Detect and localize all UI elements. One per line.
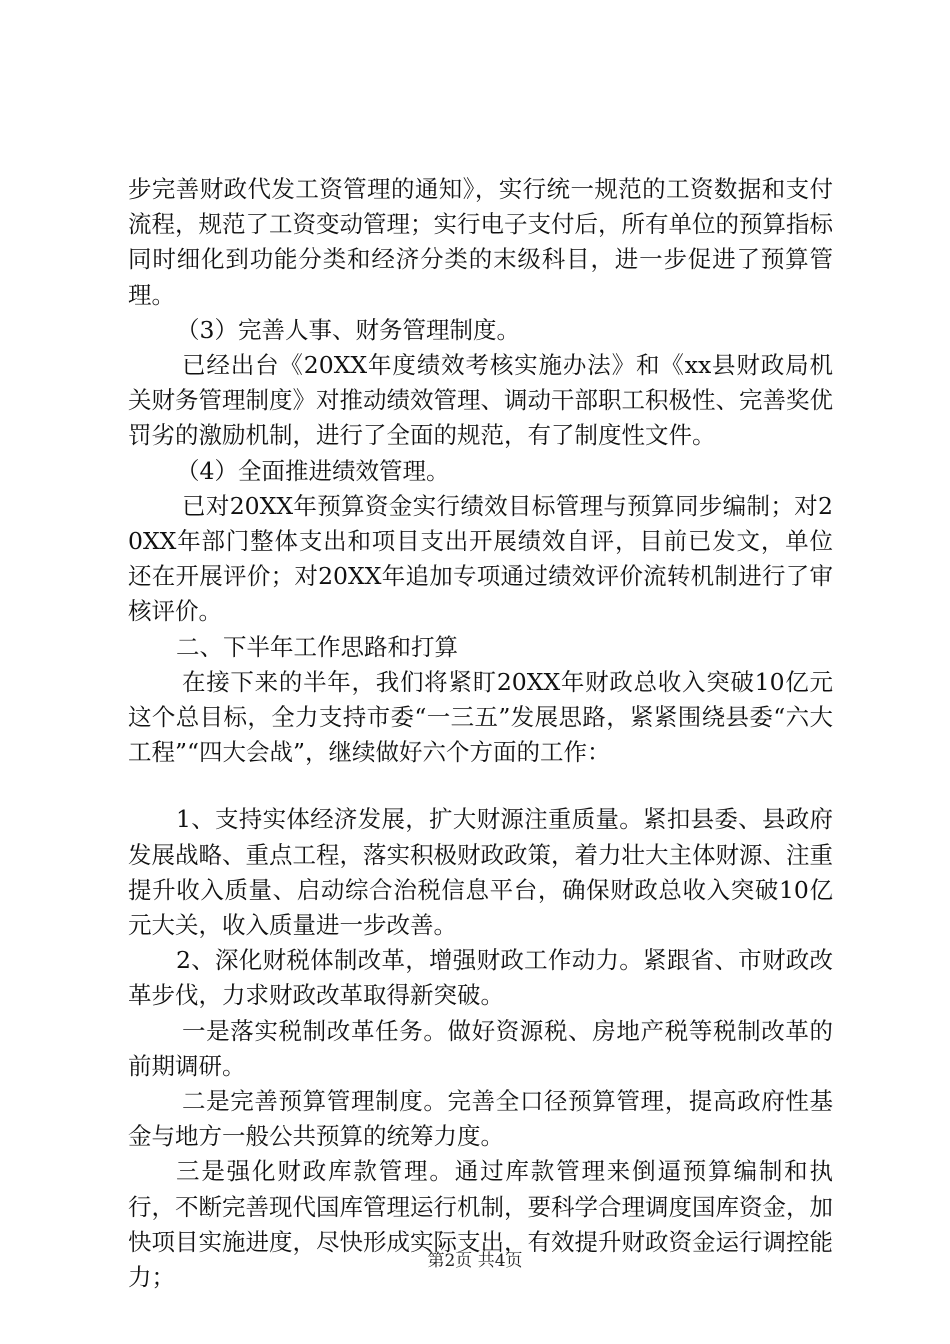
paragraph-heading-3: （3）完善人事、财务管理制度。	[176, 315, 520, 344]
paragraph-sub-2: 二是完善预算管理制度。完善全口径预算管理，提高政府性基金与地方一般公共预算的统筹力度。	[128, 1087, 833, 1151]
paragraph-sub-1: 一是落实税制改革任务。做好资源税、房地产税等税制改革的前期调研。	[128, 1016, 833, 1080]
page-number: 第2页 共4页	[427, 1251, 523, 1271]
paragraph-sub-3: 三是强化财政库款管理。通过库款管理来倒逼预算编制和执行，不断完善现代国库管理运行机制，要科学合理调度国库资金，加快项目实施进度，尽快形成实际支出，有效提升财政资金运行调控能力；	[128, 1157, 833, 1292]
paragraph-performance: 已对20XX年预算资金实行绩效目标管理与预算同步编制；对20XX年部门整体支出和项目支出开展绩效自评，目前已发文，单位还在开展评价；对20XX年追加专项通过绩效评价流转机制进行了审核评价。	[128, 491, 833, 626]
paragraph-personnel-finance: 已经出台《20XX年度绩效考核实施办法》和《xx县财政局机关财务管理制度》对推动绩效管理、调动干部职工积极性、完善奖优罚劣的激励机制，进行了全面的规范，有了制度性文件。	[128, 351, 833, 450]
paragraph-heading-4: （4）全面推进绩效管理。	[176, 456, 450, 485]
paragraph-item-1: 1、支持实体经济发展，扩大财源注重质量。紧扣县委、县政府发展战略、重点工程，落实积极财政政策，着力壮大主体财源、注重提升收入质量、启动综合治税信息平台，确保财政总收入突破10亿元大关，收入质量进一步改善。	[128, 805, 833, 940]
paragraph-continuation: 步完善财政代发工资管理的通知》，实行统一规范的工资数据和支付流程，规范了工资变动管理；实行电子支付后，所有单位的预算指标同时细化到功能分类和经济分类的末级科目，进一步促进了预算管理。	[128, 175, 833, 309]
paragraph-plan-intro: 在接下来的半年，我们将紧盯20XX年财政总收入突破10亿元这个总目标，全力支持市委“一三五”发展思路，紧紧围绕县委“六大工程”“四大会战”，继续做好六个方面的工作：	[128, 667, 833, 767]
section-heading-second-half: 二、下半年工作思路和打算	[176, 632, 458, 661]
paragraph-item-2: 2、深化财税体制改革，增强财政工作动力。紧跟省、市财政改革步伐，力求财政改革取得新突破。	[128, 946, 833, 1010]
document-body	[128, 172, 833, 1295]
